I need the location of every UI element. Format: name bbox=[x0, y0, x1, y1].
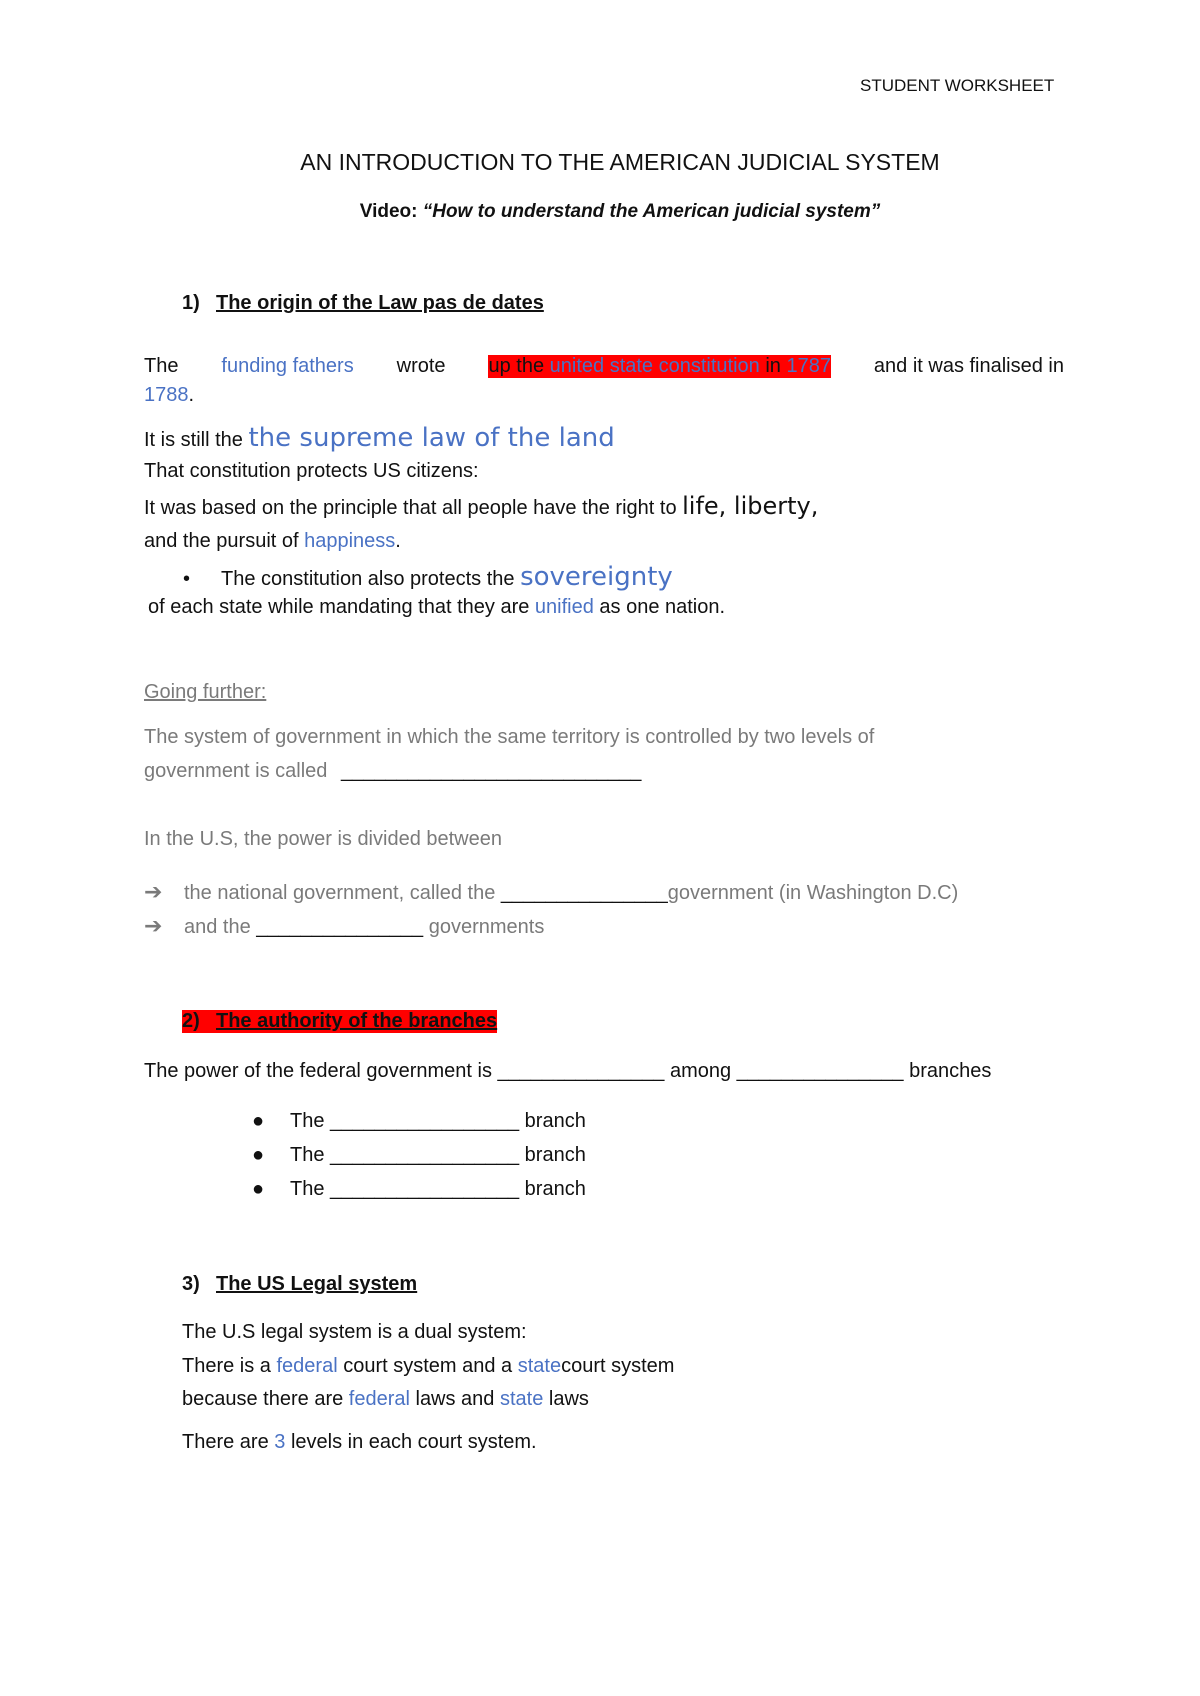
s3p4-text-b: levels in each court system. bbox=[285, 1431, 537, 1453]
section-1-number: 1) bbox=[182, 292, 200, 314]
going-further-q2: In the U.S, the power is divided between bbox=[144, 828, 502, 850]
section-1-title: The origin of the Law pas de dates bbox=[216, 292, 544, 314]
section-2-number: 2) bbox=[182, 1010, 200, 1032]
p4-answer-life-liberty: life, liberty, bbox=[682, 492, 819, 520]
p1-highlight-b: in bbox=[759, 355, 787, 377]
section-1-paragraph-1 bbox=[144, 355, 1064, 407]
s3p3-answer-federal: federal bbox=[348, 1388, 410, 1410]
branch-answer-blank[interactable]: _________________ bbox=[330, 1178, 520, 1200]
arrow-icon: ➔ bbox=[144, 913, 163, 938]
section-2-paragraph bbox=[144, 1060, 991, 1083]
branch-list-item bbox=[252, 1178, 586, 1201]
p1-highlight bbox=[488, 355, 831, 378]
s3p4-answer-3: 3 bbox=[274, 1431, 286, 1453]
s2-answer-blank-2[interactable]: _______________ bbox=[736, 1060, 904, 1082]
p1-text-d: . bbox=[188, 384, 195, 406]
bullet-dot: • bbox=[183, 568, 191, 590]
section-1-paragraph-2 bbox=[144, 423, 615, 453]
branch-text-a: The bbox=[290, 1144, 331, 1166]
p1-text-a: The bbox=[144, 355, 179, 377]
s3p2-text-c: court system bbox=[561, 1355, 675, 1377]
p5-answer-happiness: happiness bbox=[304, 530, 396, 552]
p6-answer-unified: unified bbox=[534, 596, 594, 618]
s3p3-text-b: laws and bbox=[409, 1388, 500, 1410]
section-1-paragraph-4 bbox=[144, 492, 818, 520]
branch-text-a: The bbox=[290, 1110, 331, 1132]
going-further-q1-line1: The system of government in which the same territory is controlled by two levels of bbox=[144, 726, 875, 748]
video-title: “How to understand the American judicial system” bbox=[422, 201, 881, 222]
p6-text-a: of each state while mandating that they are bbox=[148, 596, 535, 618]
p2-answer-supreme-law: the supreme law of the land bbox=[248, 423, 615, 453]
page-subtitle bbox=[0, 201, 1200, 223]
section-3-number: 3) bbox=[182, 1273, 200, 1295]
section-1-paragraph-6 bbox=[148, 596, 725, 619]
p5-text-a: and the pursuit of bbox=[144, 530, 305, 552]
s3p3-answer-state: state bbox=[500, 1388, 544, 1410]
p1-answer-1788: 1788 bbox=[144, 384, 189, 406]
going-further-heading: Going further: bbox=[144, 681, 267, 703]
bullet-answer-sovereignty: sovereignty bbox=[520, 562, 673, 592]
q1-text: government is called bbox=[144, 760, 328, 782]
header-label: STUDENT WORKSHEET bbox=[860, 76, 1055, 95]
section-2-title: The authority of the branches bbox=[216, 1010, 498, 1032]
branch-text-a: The bbox=[290, 1178, 331, 1200]
arrow2-text-a: and the bbox=[184, 916, 257, 938]
p4-text: It was based on the principle that all people have the right to bbox=[144, 497, 683, 519]
p5-text-b: . bbox=[395, 530, 401, 552]
s2-answer-blank-1[interactable]: _______________ bbox=[497, 1060, 665, 1082]
branch-text-b: branch bbox=[519, 1178, 586, 1200]
bullet-icon: ● bbox=[252, 1110, 265, 1132]
section-2-heading bbox=[182, 1010, 497, 1033]
bullet-icon: ● bbox=[252, 1144, 265, 1166]
branch-answer-blank[interactable]: _________________ bbox=[330, 1144, 520, 1166]
going-further-q1-line2 bbox=[144, 760, 641, 783]
s2-text-b: among bbox=[664, 1060, 737, 1082]
p2-text: It is still the bbox=[144, 429, 249, 451]
section-1-bullet bbox=[183, 562, 673, 592]
s3p3-text-c: laws bbox=[543, 1388, 589, 1410]
section-1-paragraph-5 bbox=[144, 530, 401, 553]
arrow2-text-b: governments bbox=[423, 916, 545, 938]
p1-answer-funding-fathers: funding fathers bbox=[221, 355, 354, 377]
page-title: AN INTRODUCTION TO THE AMERICAN JUDICIAL SYSTEM bbox=[300, 149, 940, 175]
q1-answer-blank[interactable]: ___________________________ bbox=[341, 760, 642, 782]
arrow1-answer-blank[interactable]: _______________ bbox=[500, 882, 668, 904]
p1-highlight-a: up the bbox=[488, 355, 550, 377]
arrow-icon: ➔ bbox=[144, 879, 163, 904]
branch-answer-blank[interactable]: _________________ bbox=[330, 1110, 520, 1132]
s3p2-text-b: court system and a bbox=[337, 1355, 518, 1377]
bullet-text: The constitution also protects the bbox=[221, 568, 521, 590]
section-3-paragraph-3 bbox=[182, 1388, 589, 1411]
branch-list-item bbox=[252, 1144, 586, 1167]
p1-text-b: wrote bbox=[396, 355, 446, 377]
section-3-paragraph-2 bbox=[182, 1355, 674, 1378]
s3p3-text-a: because there are bbox=[182, 1388, 349, 1410]
arrow1-text-b: government (in Washington D.C) bbox=[667, 882, 959, 904]
s3p2-text-a: There is a bbox=[182, 1355, 277, 1377]
section-3-paragraph-4 bbox=[182, 1431, 537, 1454]
p1-text-c: and it was finalised in bbox=[873, 355, 1064, 377]
arrow2-answer-blank[interactable]: _______________ bbox=[256, 916, 424, 938]
branch-list-item bbox=[252, 1110, 586, 1133]
section-3-paragraph-1: The U.S legal system is a dual system: bbox=[182, 1321, 527, 1343]
bullet-icon: ● bbox=[252, 1178, 265, 1200]
section-3-title: The US Legal system bbox=[216, 1273, 418, 1295]
section-1-heading bbox=[182, 292, 544, 315]
s3p4-text-a: There are bbox=[182, 1431, 275, 1453]
p6-text-b: as one nation. bbox=[593, 596, 726, 618]
subtitle-prefix: Video: bbox=[359, 201, 423, 222]
s3p2-answer-state: state bbox=[517, 1355, 562, 1377]
p1-answer-constitution: united state constitution bbox=[549, 355, 760, 377]
s2-text-a: The power of the federal government is bbox=[144, 1060, 498, 1082]
p1-answer-1787: 1787 bbox=[786, 355, 831, 377]
going-further-arrow-2 bbox=[144, 913, 544, 939]
going-further-arrow-1 bbox=[144, 879, 958, 905]
section-3-heading bbox=[182, 1273, 417, 1296]
branch-text-b: branch bbox=[519, 1144, 586, 1166]
branch-text-b: branch bbox=[519, 1110, 586, 1132]
section-1-paragraph-3: That constitution protects US citizens: bbox=[144, 460, 479, 482]
arrow1-text-a: the national government, called the bbox=[184, 882, 501, 904]
s2-text-c: branches bbox=[903, 1060, 992, 1082]
s3p2-answer-federal: federal bbox=[276, 1355, 338, 1377]
